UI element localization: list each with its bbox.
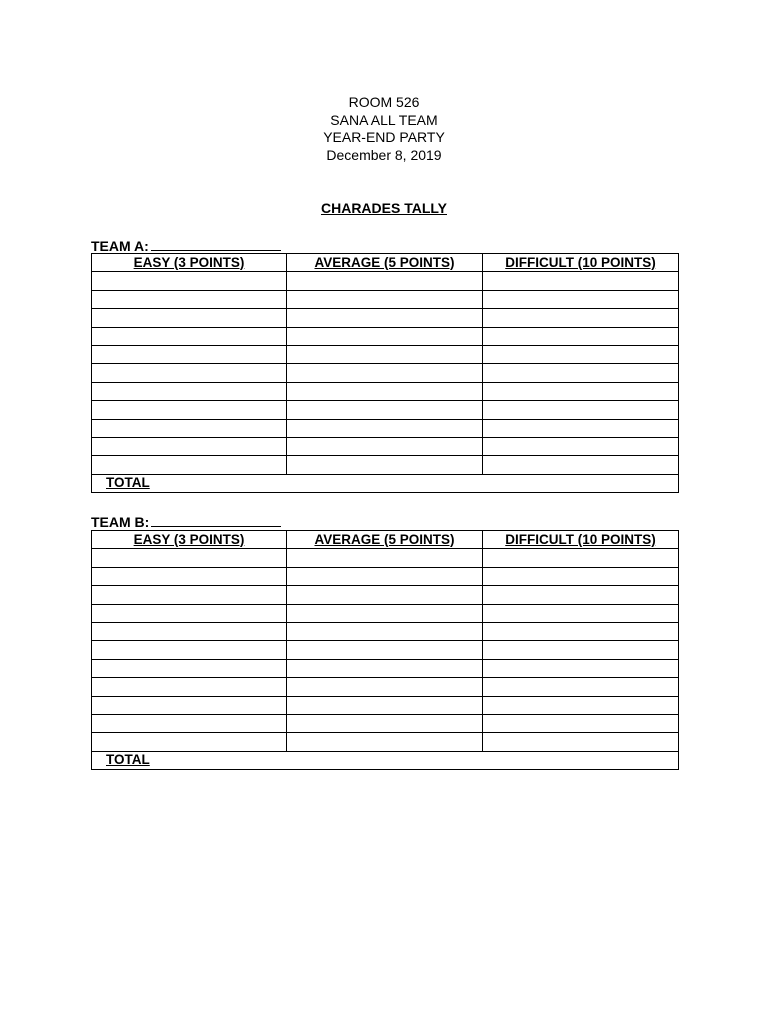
table-row — [92, 586, 679, 604]
table-row — [92, 622, 679, 640]
tally-cell[interactable] — [483, 549, 679, 567]
tally-cell[interactable] — [483, 659, 679, 677]
tally-cell[interactable] — [287, 567, 483, 585]
tally-cell[interactable] — [287, 364, 483, 382]
team-a-tally-table — [91, 253, 679, 493]
tally-cell[interactable] — [287, 696, 483, 714]
table-row — [92, 419, 679, 437]
tally-cell[interactable] — [287, 733, 483, 751]
tally-cell[interactable] — [92, 272, 287, 290]
total-row — [92, 751, 679, 769]
tally-cell[interactable] — [483, 419, 679, 437]
team-b-total-label[interactable]: TOTAL — [92, 751, 679, 769]
tally-cell[interactable] — [287, 549, 483, 567]
tally-cell[interactable] — [483, 309, 679, 327]
tally-cell[interactable] — [483, 401, 679, 419]
tally-cell[interactable] — [483, 567, 679, 585]
event-date: December 8, 2019 — [326, 146, 442, 163]
table-row — [92, 567, 679, 585]
tally-cell[interactable] — [287, 456, 483, 474]
tally-cell[interactable] — [92, 456, 287, 474]
team-a-label-text: TEAM A: — [91, 238, 149, 254]
tally-cell[interactable] — [483, 364, 679, 382]
tally-cell[interactable] — [483, 586, 679, 604]
tally-cell[interactable] — [92, 290, 287, 308]
team-a-rows — [92, 272, 679, 493]
team-a-name-blank[interactable] — [151, 237, 281, 251]
tally-cell[interactable] — [92, 382, 287, 400]
table-row — [92, 272, 679, 290]
table-row — [92, 604, 679, 622]
tally-cell[interactable] — [92, 604, 287, 622]
table-row — [92, 714, 679, 732]
column-header-difficult: DIFFICULT (10 POINTS) — [483, 531, 679, 549]
tally-cell[interactable] — [92, 567, 287, 585]
tally-cell[interactable] — [287, 272, 483, 290]
table-row — [92, 696, 679, 714]
tally-cell[interactable] — [483, 437, 679, 455]
table-row — [92, 678, 679, 696]
tally-cell[interactable] — [287, 678, 483, 696]
table-row — [92, 437, 679, 455]
tally-cell[interactable] — [287, 714, 483, 732]
page-title: CHARADES TALLY — [320, 200, 447, 216]
team-b-tally-table — [91, 530, 679, 770]
total-row — [92, 474, 679, 492]
tally-cell[interactable] — [483, 714, 679, 732]
tally-cell[interactable] — [287, 437, 483, 455]
tally-cell[interactable] — [287, 290, 483, 308]
table-row — [92, 641, 679, 659]
tally-cell[interactable] — [287, 604, 483, 622]
tally-cell[interactable] — [483, 382, 679, 400]
tally-cell[interactable] — [483, 696, 679, 714]
tally-cell[interactable] — [483, 733, 679, 751]
tally-cell[interactable] — [92, 419, 287, 437]
tally-cell[interactable] — [483, 604, 679, 622]
tally-cell[interactable] — [287, 641, 483, 659]
tally-cell[interactable] — [287, 586, 483, 604]
table-row — [92, 401, 679, 419]
tally-cell[interactable] — [92, 309, 287, 327]
tally-cell[interactable] — [92, 622, 287, 640]
column-header-easy: EASY (3 POINTS) — [92, 531, 287, 549]
tally-cell[interactable] — [483, 678, 679, 696]
team-b-label — [91, 513, 281, 530]
table-header-row — [92, 254, 679, 272]
tally-cell[interactable] — [92, 586, 287, 604]
table-row — [92, 733, 679, 751]
team-b-label-text: TEAM B: — [91, 514, 150, 530]
room-number: ROOM 526 — [348, 94, 420, 110]
tally-cell[interactable] — [92, 327, 287, 345]
table-row — [92, 659, 679, 677]
event-name: YEAR-END PARTY — [323, 129, 445, 145]
team-a-label — [91, 237, 281, 254]
table-row — [92, 364, 679, 382]
team-name: SANA ALL TEAM — [330, 111, 438, 128]
tally-cell[interactable] — [287, 622, 483, 640]
column-header-average: AVERAGE (5 POINTS) — [287, 531, 483, 549]
table-row — [92, 549, 679, 567]
tally-cell[interactable] — [92, 714, 287, 732]
tally-cell[interactable] — [483, 327, 679, 345]
tally-cell[interactable] — [92, 696, 287, 714]
tally-cell[interactable] — [92, 401, 287, 419]
tally-cell[interactable] — [92, 641, 287, 659]
table-header-row — [92, 531, 679, 549]
tally-cell[interactable] — [287, 327, 483, 345]
tally-cell[interactable] — [92, 678, 287, 696]
tally-cell[interactable] — [287, 345, 483, 363]
table-row — [92, 456, 679, 474]
tally-cell[interactable] — [483, 272, 679, 290]
column-header-easy: EASY (3 POINTS) — [92, 254, 287, 272]
tally-cell[interactable] — [483, 622, 679, 640]
tally-cell[interactable] — [483, 345, 679, 363]
tally-cell[interactable] — [92, 549, 287, 567]
table-row — [92, 309, 679, 327]
table-row — [92, 382, 679, 400]
tally-cell[interactable] — [287, 309, 483, 327]
tally-cell[interactable] — [92, 345, 287, 363]
table-row — [92, 345, 679, 363]
team-b-rows — [92, 549, 679, 770]
tally-cell[interactable] — [287, 382, 483, 400]
table-row — [92, 327, 679, 345]
tally-cell[interactable] — [287, 659, 483, 677]
tally-cell[interactable] — [483, 641, 679, 659]
column-header-difficult: DIFFICULT (10 POINTS) — [483, 254, 679, 272]
column-header-average: AVERAGE (5 POINTS) — [287, 254, 483, 272]
tally-cell[interactable] — [92, 364, 287, 382]
document-header — [0, 94, 768, 164]
tally-cell[interactable] — [92, 733, 287, 751]
team-b-name-blank[interactable] — [151, 513, 281, 527]
tally-cell[interactable] — [483, 290, 679, 308]
tally-cell[interactable] — [92, 659, 287, 677]
tally-cell[interactable] — [287, 419, 483, 437]
team-a-total-label[interactable]: TOTAL — [92, 474, 679, 492]
tally-cell[interactable] — [92, 437, 287, 455]
tally-cell[interactable] — [287, 401, 483, 419]
tally-cell[interactable] — [483, 456, 679, 474]
table-row — [92, 290, 679, 308]
